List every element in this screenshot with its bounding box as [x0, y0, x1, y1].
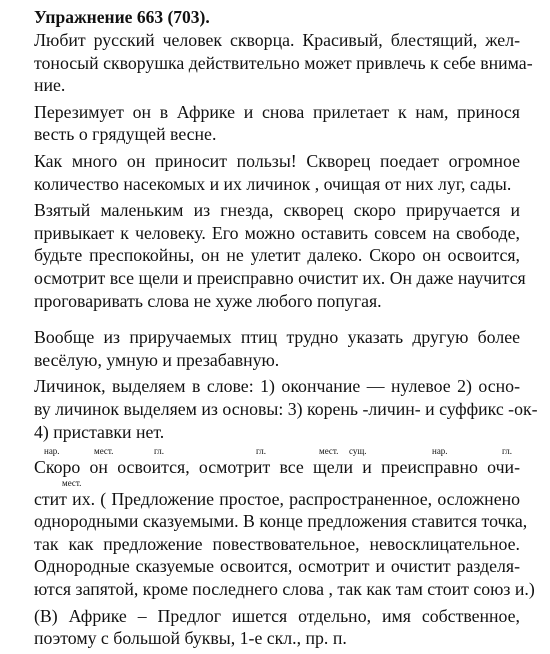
paragraph-5: [34, 326, 520, 371]
analysis-line: так как предложение повествовательное, невосклицательное.: [34, 533, 520, 554]
analysis-line: стит их. ( Предложение простое, распространенное, осложнено: [34, 488, 520, 509]
pos-label: нар.: [432, 446, 448, 457]
text-line: ву личинок выделяем из основы: 3) корень -личин- и суффикс -ок-: [34, 398, 538, 419]
text-line: Вообще из приручаемых птиц трудно указать другую более: [34, 327, 520, 348]
text-line: количество насекомых и их личинок , очищая от них луг, сады.: [34, 173, 512, 194]
text-line: осмотрит все щели и преисправно очистит их. Он даже научится: [34, 267, 526, 288]
paragraph-4: [34, 199, 526, 312]
text-line: ние.: [34, 75, 66, 96]
pos-label: мест.: [94, 446, 114, 457]
text-line: проговаривать слова не хуже любого попугая.: [34, 290, 382, 311]
part-of-speech-labels: [34, 479, 520, 488]
syntactic-analysis: [34, 446, 535, 601]
text-line: (В) Африке – Предлог ишется отдельно, имя собственное,: [34, 605, 520, 626]
text-line: весёлую, умную и презабавную.: [34, 349, 280, 370]
text-line: поэтому с большой буквы, 1-е скл., пр. п.: [34, 628, 347, 649]
text-line: тоносый скворушка действительно может привлечь к себе внима-: [34, 52, 533, 73]
pos-label: сущ.: [349, 446, 367, 457]
text-line: будьте преспокойны, он не улетит далеко. Скоро он освоится,: [34, 245, 520, 266]
text-line: привыкает к человеку. Его можно оставить совсем на свободе,: [34, 222, 520, 243]
analysis-line: Однородные сказуемые освоится, осмотрит и очистит разделя-: [34, 556, 520, 577]
pos-label: мест.: [62, 477, 82, 488]
text-line: Любит русский человек скворца. Красивый, блестящий, жел-: [34, 30, 520, 50]
word-analysis: [34, 605, 520, 650]
text-line: весть о грядущей весне.: [34, 124, 217, 145]
pos-label: гл.: [154, 446, 164, 457]
paragraph-1: [34, 29, 533, 97]
paragraph-3: [34, 150, 520, 195]
pos-label: мест.: [319, 446, 339, 457]
text-line: Взятый маленьким из гнезда, скворец скоро приручается и: [34, 200, 520, 221]
text-line: Личинок, выделяем в слове: 1) окончание — нулевое 2) осно-: [34, 376, 520, 397]
text-line: 4) приставки нет.: [34, 421, 165, 442]
pos-label: гл.: [502, 446, 512, 457]
text-line: Перезимует он в Африке и снова прилетает к нам, принося: [34, 101, 520, 122]
pos-label: гл.: [256, 446, 266, 457]
part-of-speech-labels: [34, 447, 520, 456]
text-line: Как много он приносит пользы! Скворец поедает огромное: [34, 150, 520, 171]
analysis-line: Скоро он освоится, осмотрит все щели и преисправно очи-: [34, 457, 520, 478]
exercise-title: Упражнение 663 (703).: [34, 7, 210, 27]
analysis-line: однородными сказуемыми. В конце предложения ставится точка,: [34, 511, 528, 532]
exercise-page: [34, 6, 538, 654]
paragraph-2: [34, 101, 520, 146]
pos-label: нар.: [44, 446, 60, 457]
morphemic-analysis: [34, 375, 538, 443]
analysis-line: ются запятой, кроме последнего слова , так как там стоит союз и.): [34, 579, 535, 600]
